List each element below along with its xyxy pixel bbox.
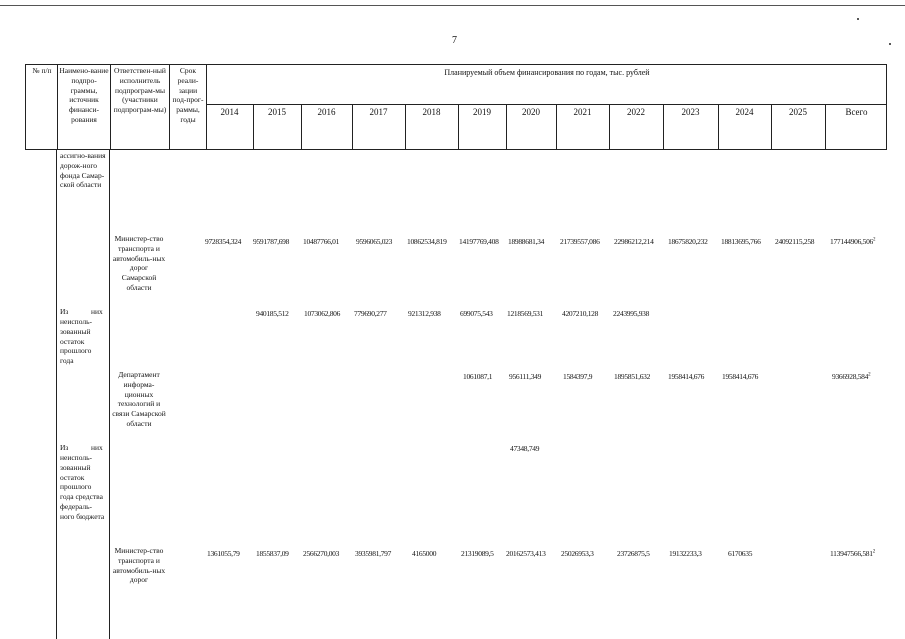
row2-2015: 940185,512 [256,309,289,318]
row5-2017: 3935981,797 [355,549,392,558]
header-term: Срок реали-зации под-прог-раммы, годы [172,66,204,124]
row3-total: 9366928,584$^2$ [832,372,871,381]
row3-responsible: Департамент информа-ционных технологий и связи Самарской области [112,370,166,428]
row5-2022: 23726875,5 [617,549,650,558]
row5-2015: 1855837,09 [256,549,289,558]
row2-2021: 4207210,128 [562,309,599,318]
row1-2024: 18813695,766 [721,237,761,246]
row2-source-them: них [91,307,103,316]
row1-2015: 9591787,698 [253,237,290,246]
row2-source: неисполь-зованный остаток прошлого года [60,317,93,366]
year-2024: 2024 [735,107,754,117]
year-2020: 2020 [522,107,540,117]
row3-2024: 1958414,676 [722,372,759,381]
row2-2022: 2243995,938 [613,309,650,318]
row2-2017: 779690,277 [354,309,387,318]
row3-2022: 1895851,632 [614,372,651,381]
row5-2020: 20162573,413 [506,549,546,558]
row2-2018: 921312,938 [408,309,441,318]
row3-2021: 1584397,9 [563,372,593,381]
row5-responsible: Министер-ство транспорта и автомобиль-ных дорог [112,546,166,585]
header-number: № п/п [32,66,52,75]
body-rule [109,150,110,639]
row3-2019: 1061087,1 [463,372,493,381]
row5-2019: 21319089,5 [461,549,494,558]
row4-source-them: них [91,443,103,452]
scan-speck [857,18,859,20]
row1-2018: 10862534,819 [407,237,447,246]
row1-2022: 22986212,214 [614,237,654,246]
row3-2020: 956111,349 [509,372,542,381]
row2-2019: 699075,543 [460,309,493,318]
row2-2016: 1073062,806 [304,309,341,318]
header-funding-title: Планируемый объем финансирования по годам, тыс. рублей [444,68,650,77]
row2-source-from: Из [60,307,69,316]
row1-2023: 18675820,232 [668,237,708,246]
row1-total: 177144906,506$^2$ [830,237,876,246]
row5-2014: 1361055,79 [207,549,240,558]
year-2014: 2014 [220,107,239,117]
year-2021: 2021 [573,107,592,117]
row1-2016: 10487766,01 [303,237,340,246]
year-2018: 2018 [422,107,441,117]
year-2016: 2016 [317,107,336,117]
header-name: Наимено-вание подпро-граммы, источник финанси-рования [59,66,109,124]
row1-responsible: Министер-ство транспорта и автомобиль-ных дорог Самарской области [112,234,166,292]
header-responsible: Ответствен-ный исполнитель подпрограм-мы (участники подпрограм-мы) [113,66,167,115]
year-total: Всего [845,107,868,117]
row2-2020: 1218569,531 [507,309,544,318]
row0-source: ассигно-вания дорож-ного фонда Самар-ской области [60,151,106,190]
row1-2019: 14197769,408 [459,237,499,246]
year-2025: 2025 [789,107,807,117]
row5-2018: 4165000 [412,549,437,558]
row4-2020: 47348,749 [510,444,540,453]
row1-2014: 9728354,324 [205,237,242,246]
row5-total: 113947566,581$^2$ [830,549,875,558]
year-2022: 2022 [627,107,645,117]
year-2015: 2015 [268,107,286,117]
row5-2021: 25026953,3 [561,549,594,558]
year-2017: 2017 [369,107,388,117]
row5-2023: 19132233,3 [669,549,702,558]
page-number: 7 [452,35,457,46]
row4-source-from: Из [60,443,69,452]
row1-2020: 18988681,34 [508,237,545,246]
year-2023: 2023 [681,107,700,117]
row1-2021: 21739557,086 [560,237,600,246]
top-rule [0,5,905,6]
table-header [25,64,887,150]
row3-2023: 1958414,676 [668,372,705,381]
year-2019: 2019 [473,107,491,117]
scan-speck [889,43,891,45]
row5-2024: 6170635 [728,549,753,558]
row4-source: неисполь-зованный остаток прошлого года средства федераль-ного бюджета [60,453,105,521]
row5-2016: 2566270,003 [303,549,340,558]
row1-2017: 9596065,023 [356,237,393,246]
row1-2025: 24092115,258 [775,237,815,246]
body-rule [56,150,57,639]
